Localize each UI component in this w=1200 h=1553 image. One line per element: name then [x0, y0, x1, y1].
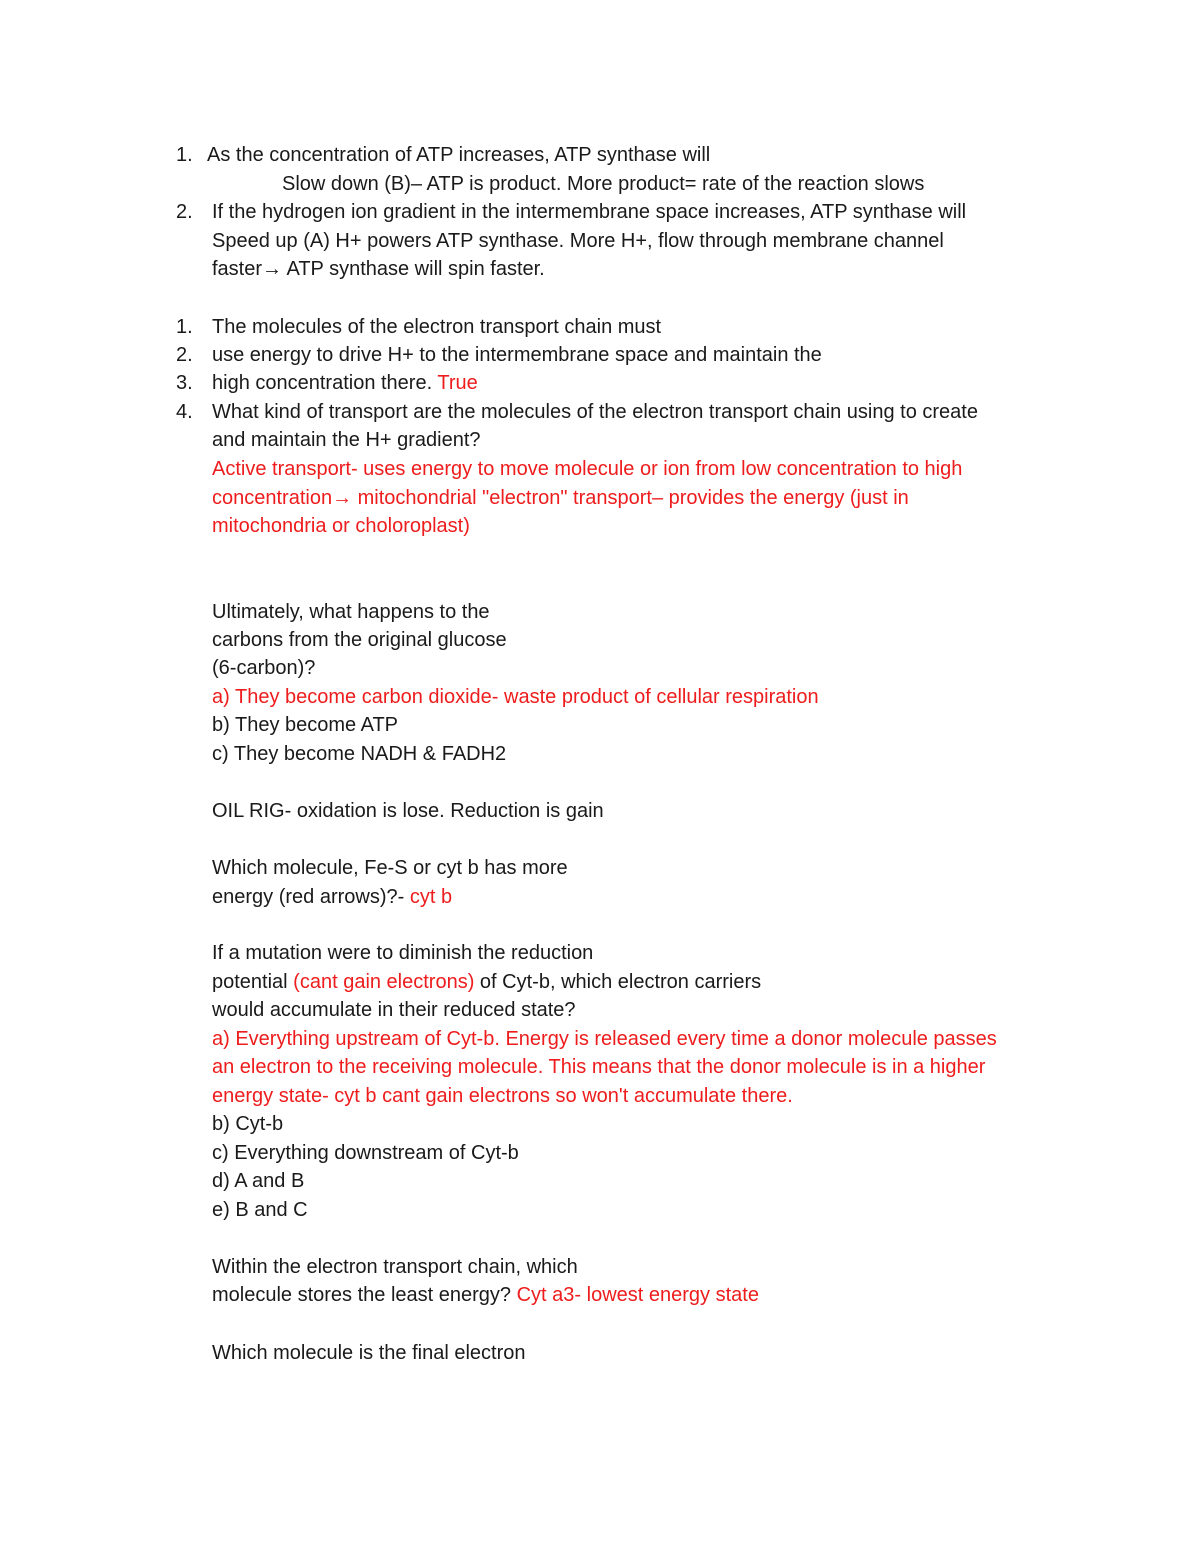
list-number: 2. — [176, 344, 193, 366]
question-text: would accumulate in their reduced state? — [212, 999, 576, 1021]
answer-text: Speed up (A) H+ powers ATP synthase. More H+, flow through membrane channel — [212, 230, 944, 252]
question-text: molecule stores the least energy? — [212, 1284, 517, 1306]
option-text: c) Everything downstream of Cyt-b — [212, 1142, 519, 1164]
answer-text: Cyt a3- lowest energy state — [516, 1284, 759, 1306]
question-text: If a mutation were to diminish the reduction — [212, 942, 594, 964]
answer-text: concentration→ mitochondrial "electron" transport– provides the energy (just in — [212, 487, 909, 509]
question-text: Ultimately, what happens to the — [212, 601, 490, 623]
answer-text: cyt b — [409, 886, 453, 908]
option-text: c) They become NADH & FADH2 — [212, 743, 507, 765]
answer-text: mitochondria or choloroplast) — [212, 515, 470, 537]
answer-text: Active transport- uses energy to move molecule or ion from low concentration to high — [212, 458, 963, 480]
question-text: Which molecule is the final electron — [212, 1342, 526, 1364]
question-text: potential — [212, 971, 294, 993]
option-text: e) B and C — [212, 1199, 308, 1221]
question-text: of Cyt-b, which electron carriers — [474, 971, 762, 993]
question-text: Within the electron transport chain, which — [212, 1256, 578, 1278]
list-number: 1. — [176, 316, 193, 338]
option-text: d) A and B — [212, 1170, 305, 1192]
question-line — [212, 1283, 759, 1307]
question-text: carbons from the original glucose — [212, 629, 507, 651]
question-line — [212, 885, 452, 909]
question-text: If the hydrogen ion gradient in the intermembrane space increases, ATP synthase will — [212, 201, 967, 223]
list-line — [212, 371, 478, 395]
answer-text: (cant gain electrons) — [293, 971, 475, 993]
list-number: 4. — [176, 401, 193, 423]
answer-option: an electron to the receiving molecule. This means that the donor molecule is in a higher — [212, 1056, 986, 1078]
question-text: (6-carbon)? — [212, 657, 316, 679]
answer-text: True — [437, 372, 478, 394]
question-text: energy (red arrows)?- — [212, 886, 410, 908]
answer-text: Slow down (B)– ATP is product. More product= rate of the reaction slows — [282, 173, 925, 195]
option-text: b) Cyt-b — [212, 1113, 284, 1135]
question-line — [212, 970, 761, 994]
answer-option: a) Everything upstream of Cyt-b. Energy is released every time a donor molecule passes — [212, 1028, 997, 1050]
question-text: and maintain the H+ gradient? — [212, 429, 481, 451]
note-text: OIL RIG- oxidation is lose. Reduction is gain — [212, 800, 604, 822]
list-text: The molecules of the electron transport chain must — [212, 316, 662, 338]
list-text: high concentration there. — [212, 372, 438, 394]
option-text: b) They become ATP — [212, 714, 399, 736]
list-text: use energy to drive H+ to the intermembrane space and maintain the — [212, 344, 822, 366]
list-number: 1. — [176, 144, 193, 166]
answer-option: a) They become carbon dioxide- waste product of cellular respiration — [212, 686, 819, 708]
answer-option: energy state- cyt b cant gain electrons so won't accumulate there. — [212, 1085, 793, 1107]
list-number: 3. — [176, 372, 193, 394]
question-text: What kind of transport are the molecules of the electron transport chain using to create — [212, 401, 978, 423]
question-text: As the concentration of ATP increases, ATP synthase will — [207, 144, 711, 166]
list-number: 2. — [176, 201, 193, 223]
answer-text: faster→ ATP synthase will spin faster. — [212, 258, 545, 280]
question-text: Which molecule, Fe-S or cyt b has more — [212, 857, 568, 879]
